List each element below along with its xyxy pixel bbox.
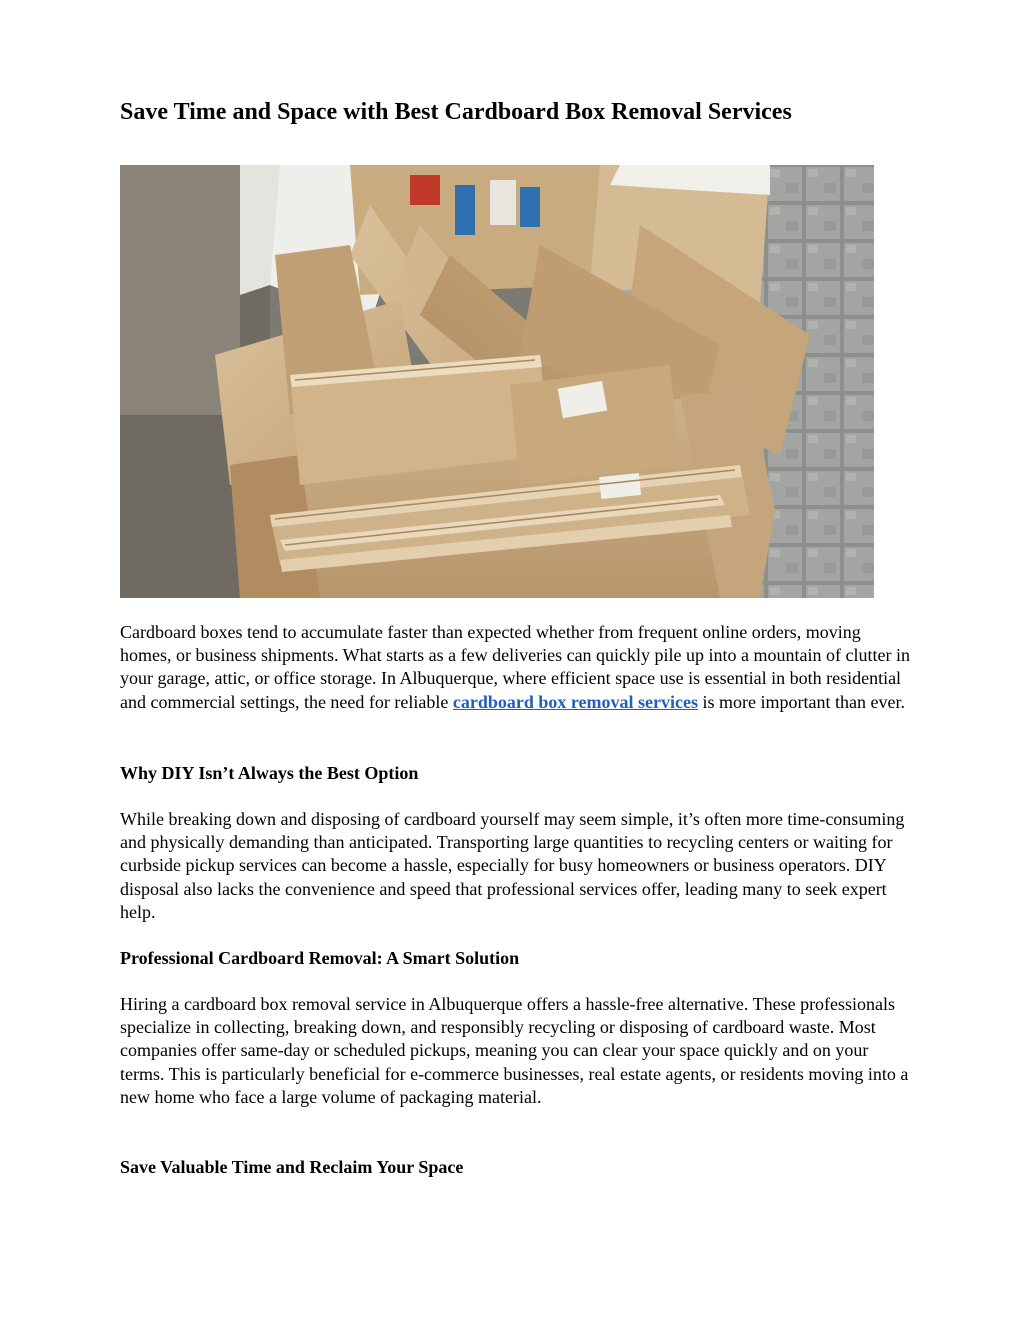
intro-text-after-link: is more important than ever. (698, 691, 905, 712)
page-title: Save Time and Space with Best Cardboard Box Removal Services (120, 99, 792, 125)
intro-text-before-link: Cardboard boxes tend to accumulate faster than expected whether from frequent online orders, moving homes, or business shipments. What starts as a few deliveries can quickly pile up into a mountain of clutter in your garage, attic, or office storage. In Albuquerque, where efficient space use is essential in both residential and commercial settings, the need for reliable (120, 622, 910, 712)
intro-paragraph (120, 621, 910, 714)
cardboard-boxes-illustration (120, 165, 874, 598)
section-paragraph-diy: While breaking down and disposing of cardboard yourself may seem simple, it’s often more time-consuming and physically demanding than anticipated. Transporting large quantities to recycling centers or waiting for curbside pickup services can become a hassle, especially for busy homeowners or business operators. DIY disposal also lacks the convenience and speed that professional services offer, leading many to seek expert help. (120, 809, 905, 922)
section-heading-diy: Why DIY Isn’t Always the Best Option (120, 763, 419, 783)
cardboard-boxes-photo (120, 165, 874, 598)
section-paragraph-professional: Hiring a cardboard box removal service in Albuquerque offers a hassle-free alternative. These professionals specialize in collecting, breaking down, and responsibly recycling or disposing of cardboard waste. Most companies offer same-day or scheduled pickups, meaning you can clear your space quickly and on your terms. This is particularly beneficial for e-commerce businesses, real estate agents, or residents moving into a new home who face a large volume of packaging material. (120, 994, 909, 1107)
section-heading-save-time: Save Valuable Time and Reclaim Your Space (120, 1157, 464, 1177)
cardboard-box-removal-link[interactable]: cardboard box removal services (452, 691, 699, 712)
section-heading-professional: Professional Cardboard Removal: A Smart Solution (120, 948, 520, 968)
